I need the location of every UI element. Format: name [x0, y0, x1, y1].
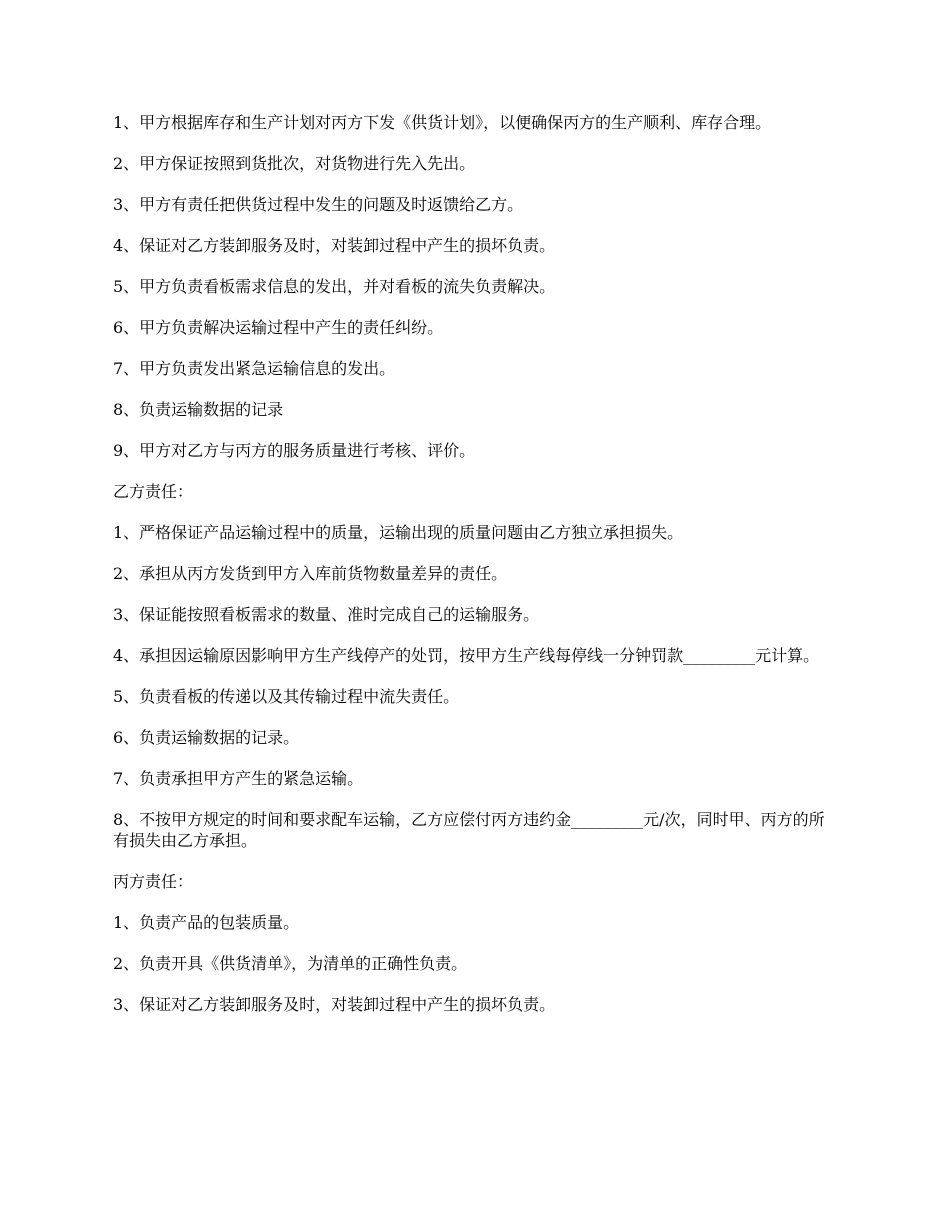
- heading-bing-responsibilities: 丙方责任：: [113, 872, 194, 891]
- jia-clause-8: 8、负责运输数据的记录: [113, 400, 284, 419]
- yi-clause-2: 2、承担从丙方发货到甲方入库前货物数量差异的责任。: [113, 564, 508, 583]
- yi-clause-3: 3、保证能按照看板需求的数量、准时完成自己的运输服务。: [113, 605, 540, 624]
- jia-clause-4: 4、保证对乙方装卸服务及时，对装卸过程中产生的损坏负责。: [113, 236, 556, 255]
- jia-clause-6: 6、甲方负责解决运输过程中产生的责任纠纷。: [113, 318, 444, 337]
- heading-yi-responsibilities: 乙方责任：: [113, 482, 194, 501]
- bing-clause-3: 3、保证对乙方装卸服务及时，对装卸过程中产生的损坏负责。: [113, 995, 556, 1014]
- jia-clause-3: 3、甲方有责任把供货过程中发生的问题及时返馈给乙方。: [113, 195, 524, 214]
- bing-clause-2: 2、负责开具《供货清单》，为清单的正确性负责。: [113, 954, 468, 973]
- yi-clause-7: 7、负责承担甲方产生的紧急运输。: [113, 769, 364, 788]
- jia-clause-2: 2、甲方保证按照到货批次，对货物进行先入先出。: [113, 154, 476, 173]
- jia-clause-9: 9、甲方对乙方与丙方的服务质量进行考核、评价。: [113, 441, 476, 460]
- document-body: [113, 112, 838, 1035]
- yi-clause-4: 4、承担因运输原因影响甲方生产线停产的处罚，按甲方生产线每停线一分钟罚款_________元计算。: [113, 646, 820, 665]
- yi-clause-6: 6、负责运输数据的记录。: [113, 728, 300, 747]
- yi-clause-8: 8、不按甲方规定的时间和要求配车运输，乙方应偿付丙方违约金_________元/次，同时甲、丙方的所有损失由乙方承担。: [113, 810, 825, 850]
- bing-clause-1: 1、负责产品的包装质量。: [113, 913, 300, 932]
- yi-clause-5: 5、负责看板的传递以及其传输过程中流失责任。: [113, 687, 460, 706]
- jia-clause-7: 7、甲方负责发出紧急运输信息的发出。: [113, 359, 396, 378]
- jia-clause-5: 5、甲方负责看板需求信息的发出，并对看板的流失负责解决。: [113, 277, 556, 296]
- yi-clause-1: 1、严格保证产品运输过程中的质量，运输出现的质量问题由乙方独立承担损失。: [113, 523, 684, 542]
- jia-clause-1: 1、甲方根据库存和生产计划对丙方下发《供货计划》，以便确保丙方的生产顺利、库存合理。: [113, 113, 772, 132]
